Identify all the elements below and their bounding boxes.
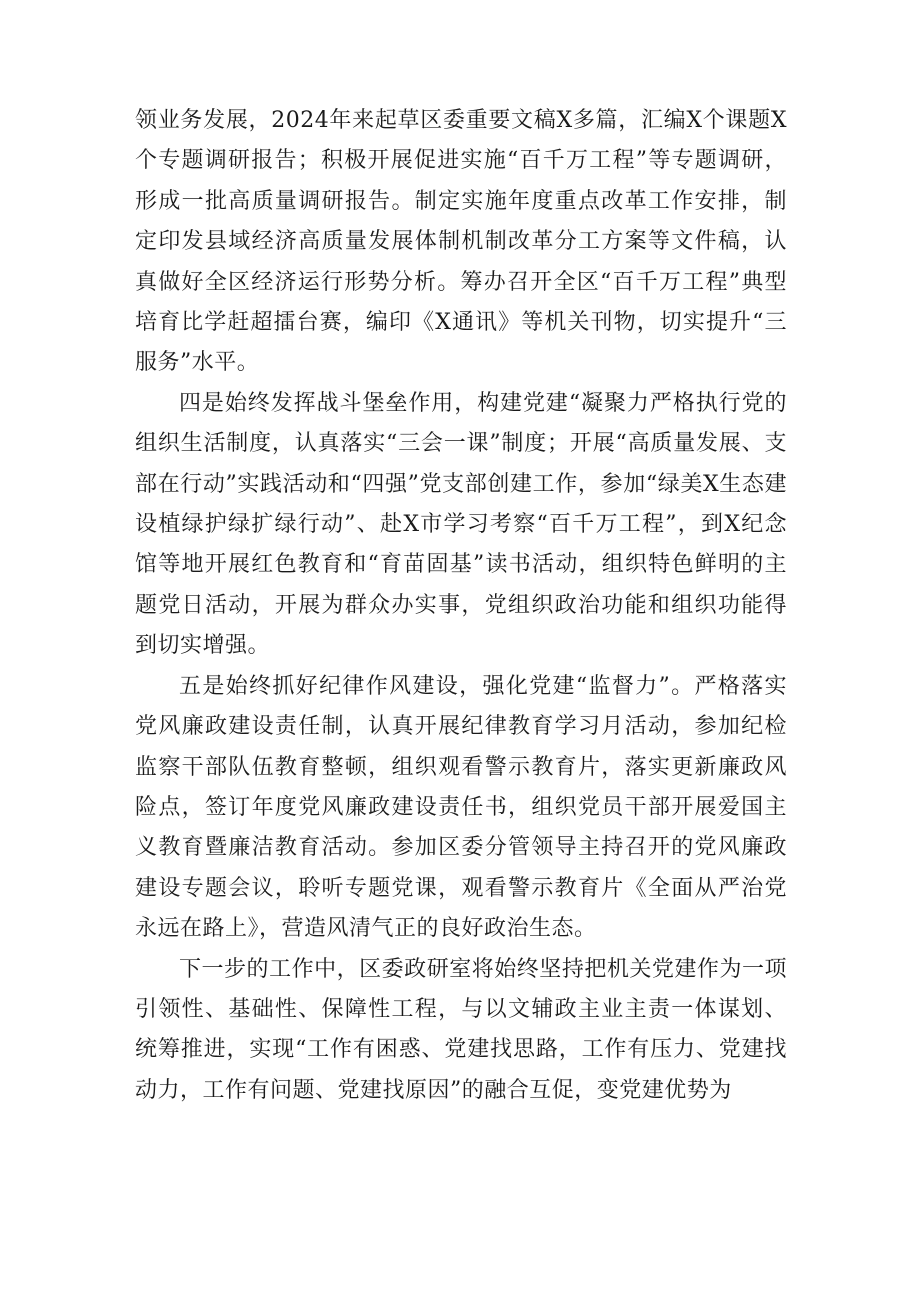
paragraph-work-summary: 领业务发展，2024年来起草区委重要文稿X多篇，汇编X个课题X个专题调研报告；积极开展促进实施“百千万工程”等专题调研，形成一批高质量调研报告。制定实施年度重点改革工作安排，制定印发县域经济高质量发展体制机制改革分工方案等文件稿，认真做好全区经济运行形势分析。筹办召开全区“百千万工程”典型培育比学赶超擂台赛，编印《X通讯》等机关刊物，切实提升“三服务”水平。 [135, 108, 787, 376]
paragraph-next-steps: 下一步的工作中，区委政研室将始终坚持把机关党建作为一项引领性、基础性、保障性工程，与以文辅政主业主责一体谋划、统筹推进，实现“工作有困惑、党建找思路，工作有压力、党建找动力，工作有问题、党建找原因”的融合互促，变党建优势为 [135, 956, 787, 1103]
document-body [135, 101, 787, 1111]
paragraph-fourth-point: 四是始终发挥战斗堡垒作用，构建党建“凝聚力严格执行党的组织生活制度，认真落实“三会一课”制度；开展“高质量发展、支部在行动”实践活动和“四强”党支部创建工作，参加“绿美X生态建设植绿护绿扩绿行动”、赴X市学习考察“百千万工程”，到X纪念馆等地开展红色教育和“育苗固基”读书活动，组织特色鲜明的主题党日活动，开展为群众办实事，党组织政治功能和组织功能得到切实增强。 [135, 390, 787, 659]
paragraph-fifth-point: 五是始终抓好纪律作风建设，强化党建“监督力”。严格落实党风廉政建设责任制，认真开展纪律教育学习月活动，参加纪检监察干部队伍教育整顿，组织观看警示教育片，落实更新廉政风险点，签订年度党风廉政建设责任书，组织党员干部开展爱国主义教育暨廉洁教育活动。参加区委分管领导主持召开的党风廉政建设专题会议，聆听专题党课，观看警示教育片《全面从严治党永远在路上》，营造风清气正的良好政治生态。 [135, 673, 787, 942]
